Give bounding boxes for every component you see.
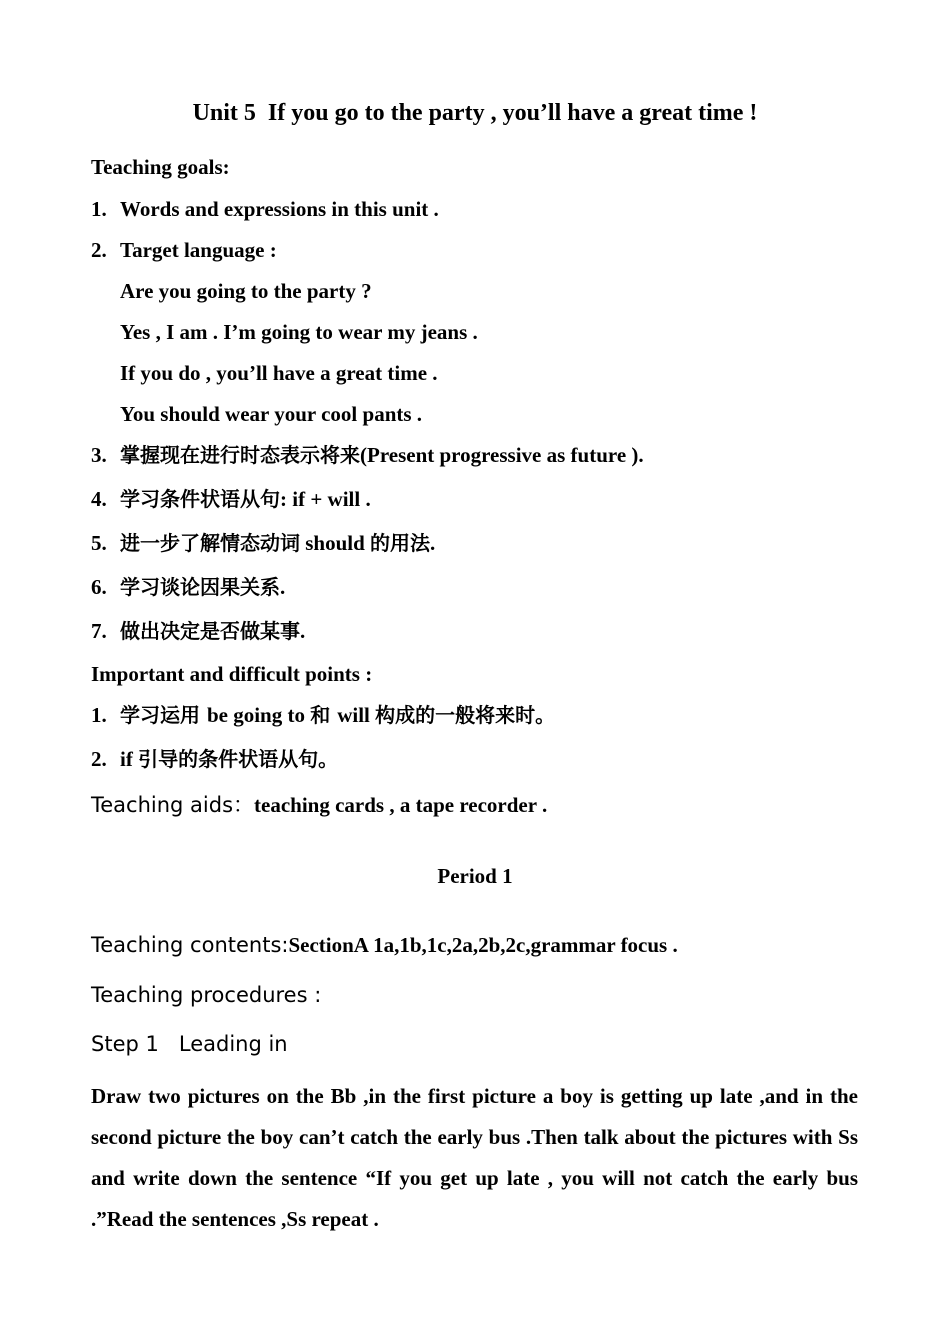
important-number: 1. bbox=[91, 703, 107, 727]
page-title: Unit 5 If you go to the party , you’ll have a great time ! bbox=[192, 100, 758, 126]
goal-text-cn: 的用法 bbox=[370, 531, 431, 555]
target-line-4: You should wear your cool pants . bbox=[120, 402, 423, 426]
target-line-2: Yes , I am . I’m going to wear my jeans . bbox=[120, 320, 478, 344]
important-text-en: be going to bbox=[206, 703, 311, 727]
important-item-1 bbox=[91, 702, 555, 728]
goal-number: 6. bbox=[91, 575, 107, 599]
teaching-contents bbox=[91, 932, 678, 958]
goal-item-3 bbox=[91, 442, 644, 468]
step-1-paragraph: Draw two pictures on the Bb ,in the first picture a boy is getting up late ,and in the second picture the boy can’t catch the early bus .Then talk about the pictures with Ss and write down the sentence “If you get up late , you will not catch the early bus .”Read the sentences ,Ss repeat . bbox=[91, 1084, 858, 1231]
goal-item-6 bbox=[91, 574, 285, 600]
important-number: 2. bbox=[91, 747, 107, 771]
important-text-cn: 和 bbox=[310, 703, 338, 727]
step-1-heading: Step 1 Leading in bbox=[91, 1032, 288, 1056]
important-text-en: if bbox=[120, 747, 139, 771]
period-heading: Period 1 bbox=[437, 864, 513, 888]
teaching-aids bbox=[91, 792, 547, 818]
teaching-contents-text: SectionA 1a,1b,1c,2a,2b,2c,grammar focus . bbox=[288, 933, 678, 957]
teaching-aids-label: Teaching aids： bbox=[91, 793, 255, 817]
goal-text-end: . bbox=[300, 619, 306, 643]
goal-text-en: (Present progressive as future ). bbox=[360, 443, 644, 467]
target-line-3: If you do , you’ll have a great time . bbox=[120, 361, 438, 385]
goal-number: 3. bbox=[91, 443, 107, 467]
goal-text-en: should bbox=[300, 531, 371, 555]
goal-item-2 bbox=[91, 237, 277, 263]
goal-number: 1. bbox=[91, 197, 107, 221]
important-points-heading: Important and difficult points : bbox=[91, 662, 373, 686]
goal-text: Target language : bbox=[120, 238, 277, 262]
goal-text-cn: 学习条件状语从句 bbox=[120, 487, 280, 511]
goal-item-7 bbox=[91, 618, 305, 644]
goal-text-cn: 学习谈论因果关系 bbox=[120, 575, 280, 599]
teaching-contents-label: Teaching contents: bbox=[91, 933, 289, 957]
goal-item-5 bbox=[91, 530, 435, 556]
important-text-en: will bbox=[337, 703, 376, 727]
goal-number: 5. bbox=[91, 531, 107, 555]
goal-number: 7. bbox=[91, 619, 107, 643]
goal-item-4 bbox=[91, 486, 371, 512]
goal-text-cn: 进一步了解情态动词 bbox=[120, 531, 300, 555]
target-line-1: Are you going to the party ? bbox=[120, 279, 372, 303]
goal-text-end: . bbox=[430, 531, 436, 555]
goal-number: 2. bbox=[91, 238, 107, 262]
goal-text: Words and expressions in this unit . bbox=[120, 197, 439, 221]
important-text-cn: 引导的条件状语从句。 bbox=[138, 747, 339, 771]
goal-number: 4. bbox=[91, 487, 107, 511]
teaching-goals-heading: Teaching goals: bbox=[91, 155, 230, 179]
teaching-aids-text: teaching cards , a tape recorder . bbox=[254, 793, 548, 817]
important-text-cn: 学习运用 bbox=[120, 703, 207, 727]
goal-text-en: : if + will . bbox=[280, 487, 371, 511]
goal-text-cn: 做出决定是否做某事 bbox=[120, 619, 300, 643]
teaching-procedures-heading: Teaching procedures : bbox=[91, 983, 322, 1007]
important-text-cn: 构成的一般将来时。 bbox=[375, 703, 556, 727]
goal-item-1 bbox=[91, 196, 439, 222]
goal-text-cn: 掌握现在进行时态表示将来 bbox=[120, 443, 360, 467]
important-item-2 bbox=[91, 746, 338, 772]
goal-text-end: . bbox=[280, 575, 286, 599]
